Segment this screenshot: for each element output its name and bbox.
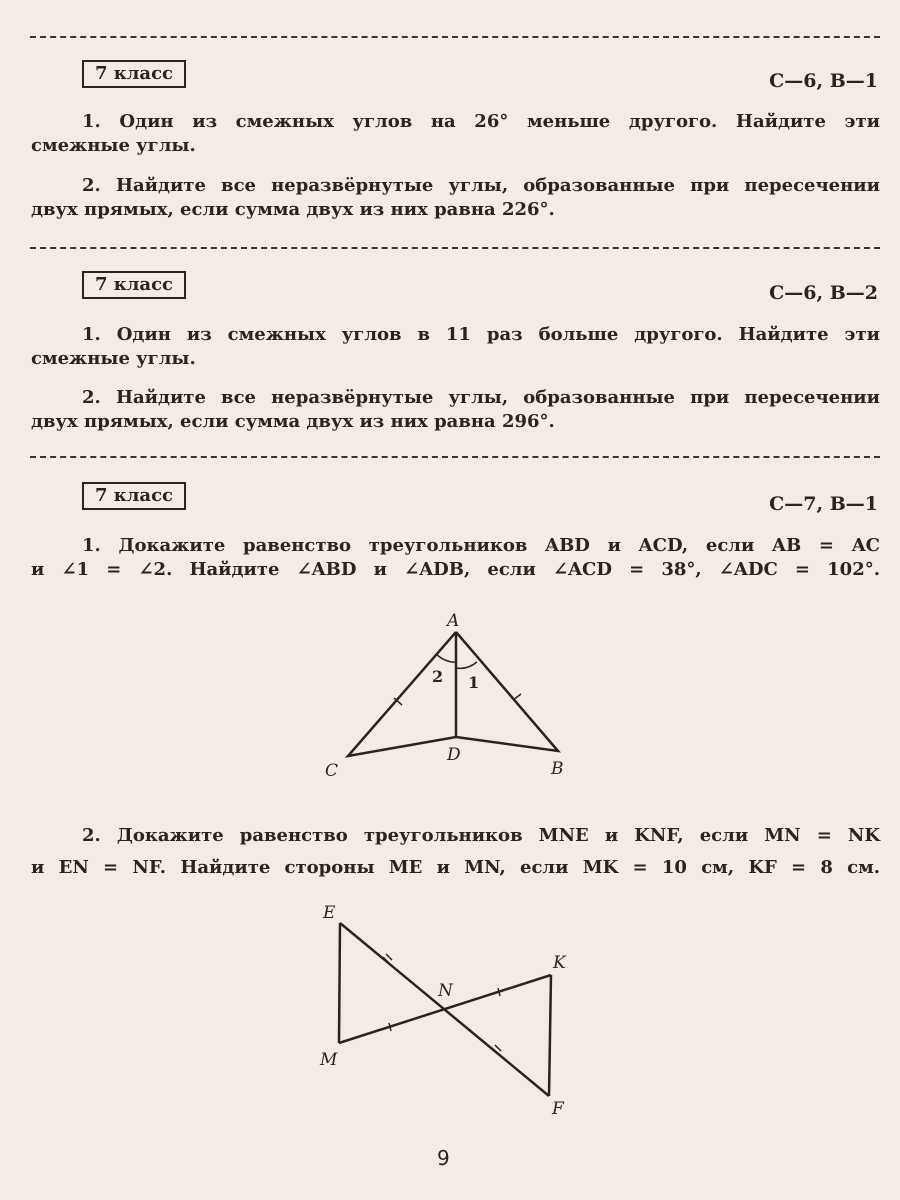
problem-line: и ∠1 = ∠2. Найдите ∠ABD и ∠ADB, если ∠ACD = 38°, ∠ADC = 102°. [31,559,880,580]
angle-1-label: 1 [468,673,480,692]
problem-line: 1. Докажите равенство треугольников ABD и ACD, если AB = AC [82,535,880,556]
label-d: D [447,745,461,765]
problem-line: 1. Один из смежных углов на 26° меньше другого. Найдите эти [82,111,880,132]
grade-box: 7 класс [82,271,186,299]
angle-2-arc [437,655,456,662]
page-number: 9 [437,1146,450,1170]
label-m: M [320,1050,338,1070]
problem-line: 2. Докажите равенство треугольников MNE и KNF, если MN = NK [82,825,880,846]
variant-code: С—6, В—1 [769,70,878,92]
angle-1-arc [456,662,477,668]
grade-box: 7 класс [82,482,186,510]
label-b: B [551,759,564,779]
label-n: N [438,981,453,1001]
problem-line: 2. Найдите все неразвёрнутые углы, образованные при пересечении [82,175,880,196]
problem-line: двух прямых, если сумма двух из них равна 226°. [31,199,555,220]
label-k: K [553,953,566,973]
problem-line: смежные углы. [31,348,196,369]
segment-kf [549,975,551,1096]
label-a: A [447,611,460,631]
problem-line: и EN = NF. Найдите стороны ME и MN, если MK = 10 см, KF = 8 см. [31,857,880,878]
problem-line: 2. Найдите все неразвёрнутые углы, образованные при пересечении [82,387,880,408]
label-f: F [552,1099,564,1119]
tick-mark [513,694,521,700]
angle-2-label: 2 [432,667,444,686]
problem-line: двух прямых, если сумма двух из них равна 296°. [31,411,555,432]
bowtie-figure-mnekf [339,923,551,1096]
variant-code: С—6, В—2 [769,282,878,304]
problem-line: смежные углы. [31,135,196,156]
variant-code: С—7, В—1 [769,493,878,515]
triangle-outline [348,632,558,756]
problem-line: 1. Один из смежных углов в 11 раз больше другого. Найдите эти [82,324,880,345]
grade-box: 7 класс [82,60,186,88]
label-c: C [325,761,339,781]
tick-marks [383,954,501,1054]
triangle-figure-abcd [348,632,558,756]
segment-em [339,923,340,1043]
label-e: E [323,903,336,923]
